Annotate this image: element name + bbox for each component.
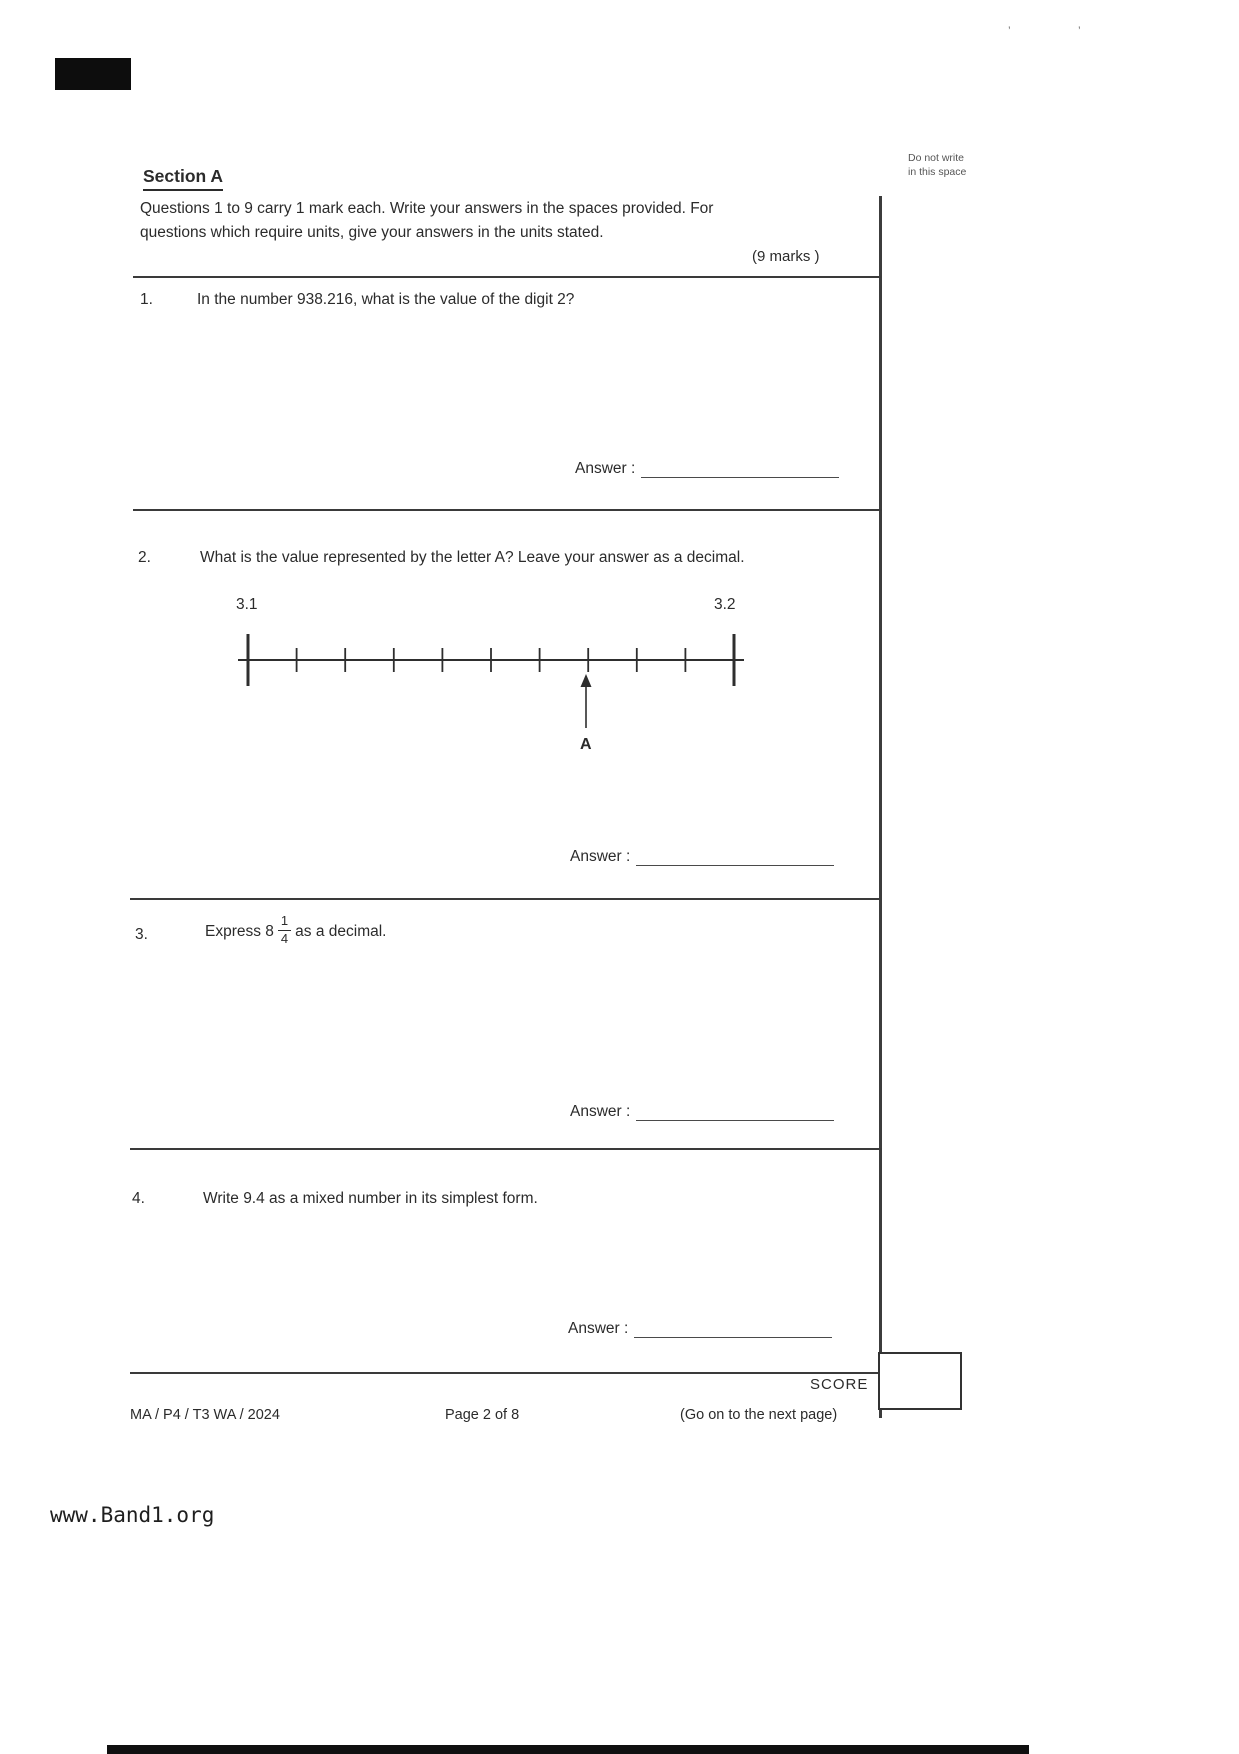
answer-label: Answer : [575, 460, 636, 477]
question-1-number: 1. [140, 291, 153, 308]
answer-label: Answer : [570, 848, 631, 865]
separator-line [130, 1372, 878, 1374]
question-4-number: 4. [132, 1190, 145, 1207]
separator-line [133, 276, 881, 278]
watermark-url: www.Band1.org [50, 1503, 215, 1527]
question-4-answer [568, 1320, 832, 1338]
separator-line [130, 898, 880, 900]
marks-label: (9 marks ) [752, 248, 820, 265]
score-box [878, 1352, 962, 1410]
answer-blank [636, 848, 834, 866]
do-not-write-note [908, 152, 1003, 179]
question-3-suffix: as a decimal. [295, 923, 387, 941]
answer-label: Answer : [570, 1103, 631, 1120]
instructions-line1: Questions 1 to 9 carry 1 mark each. Write your answers in the spaces provided. For [140, 200, 714, 217]
fraction [278, 914, 291, 947]
do-not-write-line1: Do not write [908, 152, 965, 164]
fraction-numerator: 1 [278, 914, 291, 931]
question-2-text: What is the value represented by the letter A? Leave your answer as a decimal. [200, 549, 745, 566]
question-3-prefix: Express 8 [205, 923, 274, 941]
pointer-arrow [581, 674, 592, 728]
numberline-right-label: 3.2 [714, 596, 736, 613]
numberline-left-label: 3.1 [236, 596, 258, 613]
number-line [228, 628, 758, 738]
score-label: SCORE [810, 1376, 869, 1393]
scan-artifact: ’ [1008, 24, 1011, 38]
question-3-answer [570, 1103, 834, 1121]
question-2-number: 2. [138, 549, 151, 566]
do-not-write-line2: in this space [908, 165, 967, 178]
scan-edge-bar [107, 1745, 1029, 1754]
question-1-answer [575, 460, 839, 478]
fraction-denominator: 4 [280, 930, 289, 946]
question-3-text [205, 913, 387, 949]
answer-blank [634, 1320, 832, 1338]
margin-rule [879, 196, 882, 1418]
question-3-number: 3. [135, 926, 148, 943]
footer-paper-code: MA / P4 / T3 WA / 2024 [130, 1407, 280, 1423]
numberline-point-label: A [580, 736, 592, 753]
question-2-answer [570, 848, 834, 866]
section-title: Section A [143, 166, 223, 191]
redaction-block [55, 58, 131, 90]
footer-page-number: Page 2 of 8 [445, 1407, 520, 1423]
answer-blank [636, 1103, 834, 1121]
scan-artifact: ’ [1078, 24, 1081, 38]
instructions-line2: questions which require units, give your answers in the units stated. [140, 224, 604, 241]
footer-next-page-note: (Go on to the next page) [680, 1407, 838, 1423]
separator-line [133, 509, 882, 511]
answer-label: Answer : [568, 1320, 629, 1337]
separator-line [130, 1148, 882, 1150]
question-4-text: Write 9.4 as a mixed number in its simplest form. [203, 1190, 538, 1207]
answer-blank [641, 460, 839, 478]
question-1-text: In the number 938.216, what is the value of the digit 2? [197, 291, 575, 308]
